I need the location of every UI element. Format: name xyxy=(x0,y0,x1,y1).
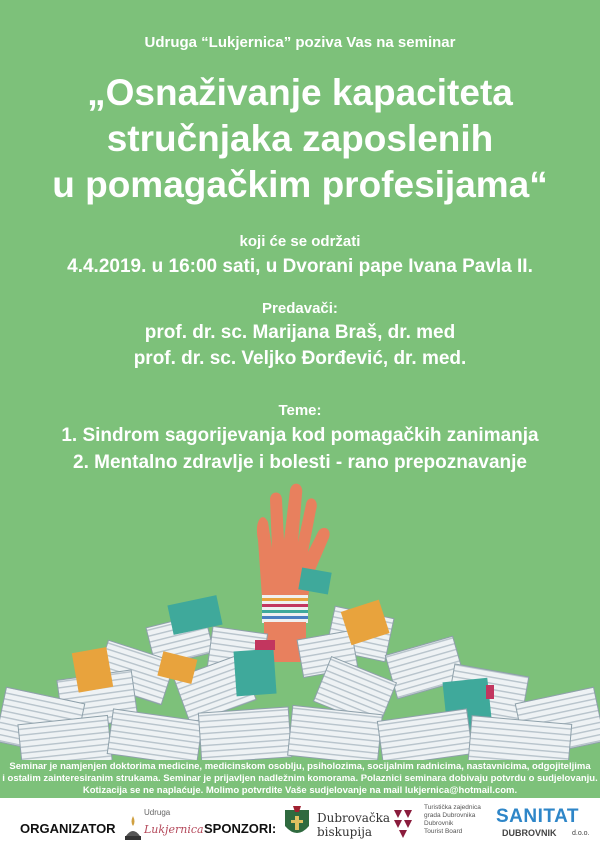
footnote-line-1: Seminar je namjenjen doktorima medicine, medicinskom osoblju, psiholozima, socijalnim radnicima, nastavnicima, odgojiteljima xyxy=(9,761,591,772)
footnote-line-2: i ostalim zainteresiranim strukama. Seminar je prijavljen nadležnim komorama. Polaznici seminara dobivaju potvrdu o sudjelovanju. xyxy=(2,773,598,784)
tourist-board-emblem-icon xyxy=(390,808,420,840)
topics-label: Teme: xyxy=(278,402,322,419)
sponsors-label: SPONZORI: xyxy=(204,821,277,836)
footnote-line-3: Kotizacija se ne naplaćuje. Molimo potvrdite Vaše sudjelovanje na mail lukjernica@hotmail.com. xyxy=(82,785,518,796)
date-place: 4.4.2019. u 16:00 sati, u Dvorani pape Ivana Pavla II. xyxy=(67,256,533,277)
paper-pile-illustration xyxy=(0,470,600,760)
organizer-name: Lukjernica xyxy=(144,823,204,836)
dubrovacka-biskupija-logo xyxy=(279,804,391,844)
title-line-2: stručnjaka zaposlenih xyxy=(106,118,494,159)
sponsor-tourist-board-name: Turistička zajednica grada Dubrovnika Dubrovnik Tourist Board xyxy=(424,804,481,835)
poster-title xyxy=(0,70,600,208)
lamp-icon xyxy=(122,812,144,842)
lecturer-1: prof. dr. sc. Marijana Braš, dr. med xyxy=(144,322,456,343)
intro-line: Udruga “Lukjernica” poziva Vas na seminar xyxy=(144,34,456,51)
held-label: koji će se održati xyxy=(239,233,361,250)
sponsor-sanitat-suffix: d.o.o. xyxy=(572,830,590,837)
title-line-3: u pomagačkim profesijama“ xyxy=(52,164,548,205)
footnote xyxy=(0,760,600,799)
topic-1: 1. Sindrom sagorijevanja kod pomagačkih zanimanja xyxy=(61,425,539,446)
lecturers-label: Predavači: xyxy=(262,300,338,317)
topic-2: 2. Mentalno zdravlje i bolesti - rano prepoznavanje xyxy=(73,452,527,473)
sponsor-sanitat-name: SANITAT xyxy=(496,806,580,827)
sponsor-footer xyxy=(0,798,600,849)
organizer-small-text: Udruga xyxy=(144,808,171,817)
sponsor-dubrovacka-name: Dubrovačka biskupija xyxy=(317,811,391,839)
organizer-label: ORGANIZATOR xyxy=(20,821,116,836)
sanitat-logo xyxy=(494,806,598,844)
sponsor-sanitat-city: DUBROVNIK xyxy=(502,828,557,838)
lecturer-2: prof. dr. sc. Veljko Đorđević, dr. med. xyxy=(133,348,467,369)
title-line-1: „Osnaživanje kapaciteta xyxy=(87,72,513,113)
coat-of-arms-icon xyxy=(279,804,315,844)
lukjernica-logo xyxy=(122,804,202,844)
tourist-board-logo xyxy=(390,802,490,846)
